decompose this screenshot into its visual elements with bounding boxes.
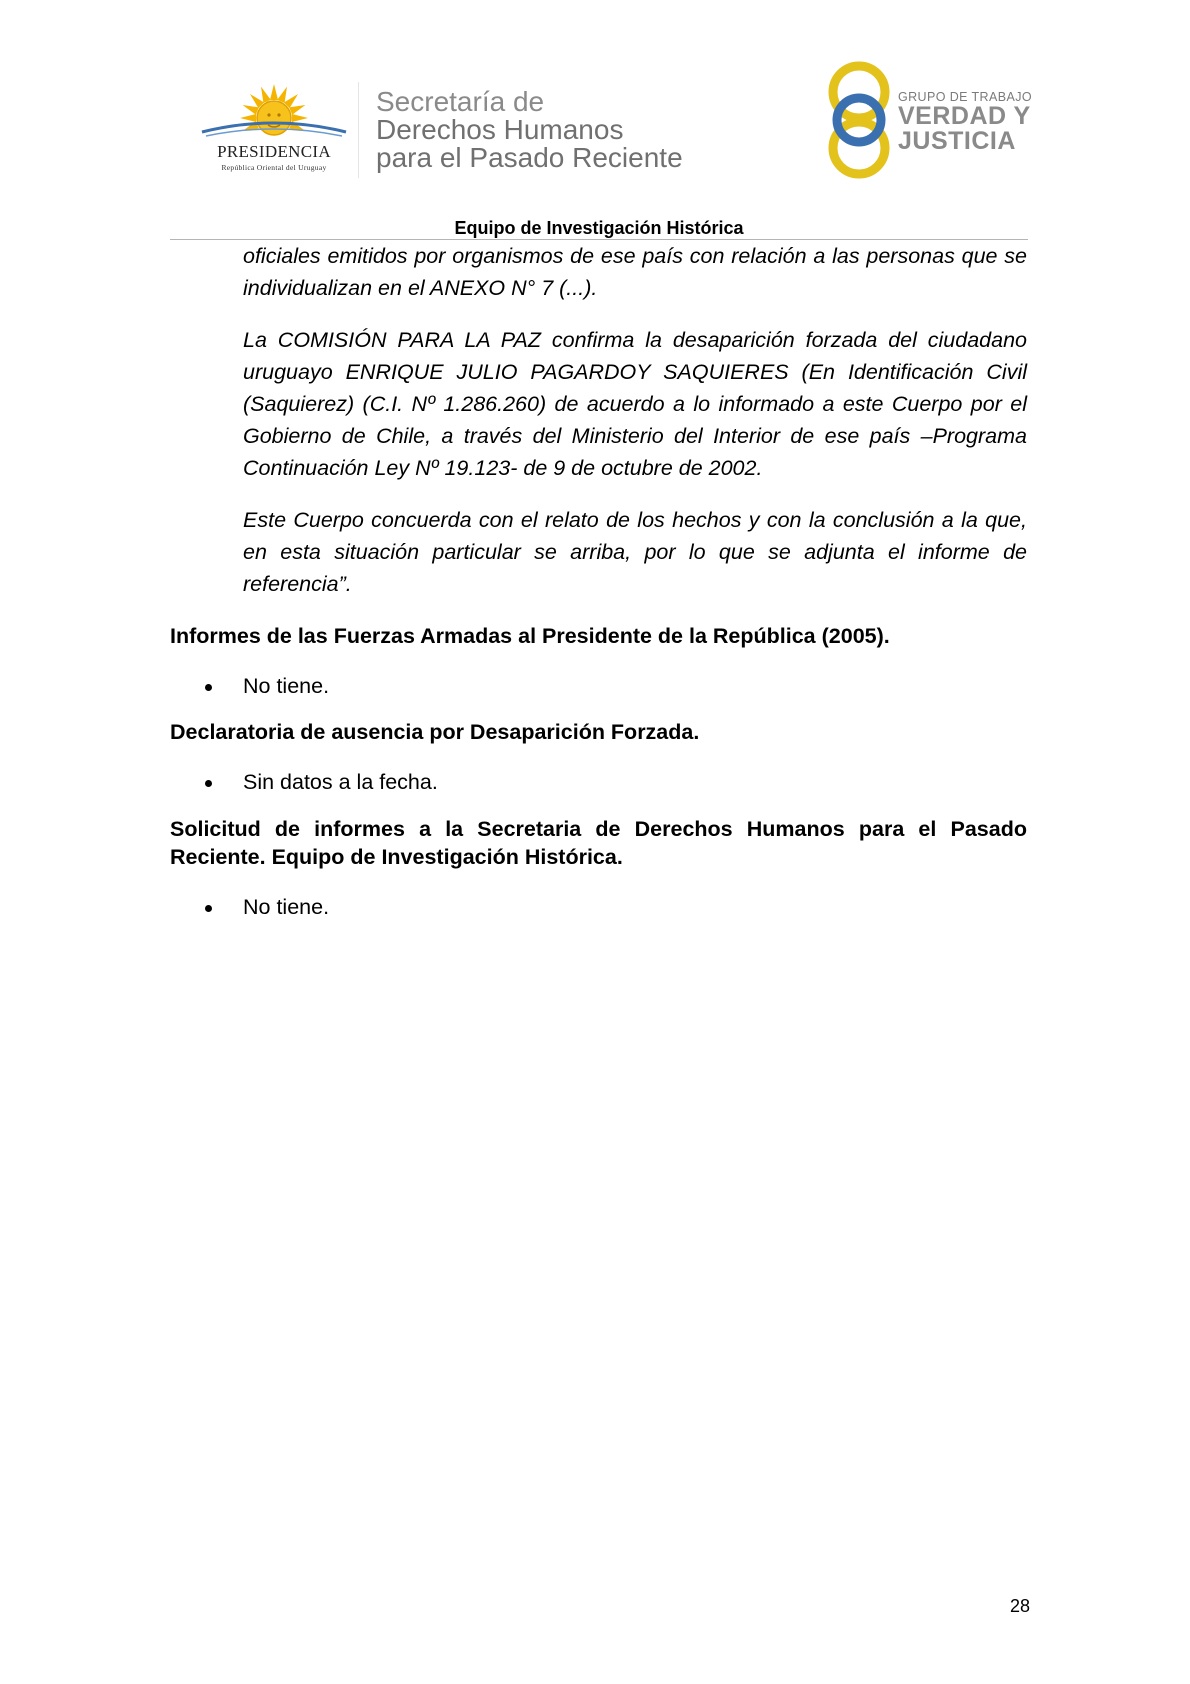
secretaria-line-2: Derechos Humanos bbox=[376, 114, 624, 145]
list-item-text: Sin datos a la fecha. bbox=[243, 770, 438, 794]
justicia-label: JUSTICIA bbox=[898, 127, 1016, 155]
bullet-icon bbox=[205, 780, 212, 787]
list-item-text: No tiene. bbox=[243, 895, 330, 919]
verdad-y-label: VERDAD Y bbox=[898, 102, 1031, 130]
bullet-icon bbox=[205, 684, 212, 691]
secretaria-line-1: Secretaría de bbox=[376, 86, 545, 117]
main-content bbox=[170, 240, 1027, 923]
team-title: Equipo de Investigación Histórica bbox=[454, 218, 744, 238]
verdad-justicia-logo-text bbox=[898, 90, 1032, 154]
quote-paragraph-3: Este Cuerpo concuerda con el relato de los hechos y con la conclusión a la que, en esta situación particular se arriba, por lo que se adjunta el informe de referencia”. bbox=[243, 508, 1027, 596]
presidencia-subtitle: República Oriental del Uruguay bbox=[221, 163, 327, 172]
bullet-icon bbox=[205, 905, 212, 912]
secretaria-line-3: para el Pasado Reciente bbox=[376, 142, 683, 173]
presidencia-name: PRESIDENCIA bbox=[217, 142, 331, 161]
quote-paragraph-2: La COMISIÓN PARA LA PAZ confirma la desaparición forzada del ciudadano uruguayo ENRIQUE JULIO PAGARDOY SAQUIERES (En Identificación Civil (Saquierez) (C.I. Nº 1.286.260) de acuerdo a lo informado a este Cuerpo por el Gobierno de Chile, a través del Ministerio del Interior de ese país –Programa Continuación Ley Nº 19.123- de 9 de octubre de 2002. bbox=[243, 328, 1027, 480]
verdad-justicia-rings-logo bbox=[822, 58, 896, 182]
quoted-report bbox=[243, 240, 1027, 600]
secretaria-logo-text bbox=[376, 88, 683, 172]
list-item bbox=[243, 670, 1027, 702]
section-title-declaratoria: Declaratoria de ausencia por Desaparición Forzada. bbox=[170, 720, 700, 744]
quote-paragraph-1: oficiales emitidos por organismos de ese país con relación a las personas que se individualizan en el ANEXO N° 7 (...). bbox=[243, 244, 1027, 300]
list-item bbox=[243, 891, 1027, 923]
page-number: 28 bbox=[1009, 1596, 1030, 1616]
section-title-fuerzas-armadas: Informes de las Fuerzas Armadas al Presidente de la República (2005). bbox=[170, 624, 890, 648]
list-item-text: No tiene. bbox=[243, 674, 330, 698]
list-item bbox=[243, 766, 1027, 798]
logo-divider bbox=[358, 82, 359, 178]
grupo-de-trabajo-label: GRUPO DE TRABAJO bbox=[898, 90, 1032, 104]
section-title-solicitud: Solicitud de informes a la Secretaria de Derechos Humanos para el Pasado Reciente. Equipo de Investigación Histórica. bbox=[170, 817, 1027, 869]
